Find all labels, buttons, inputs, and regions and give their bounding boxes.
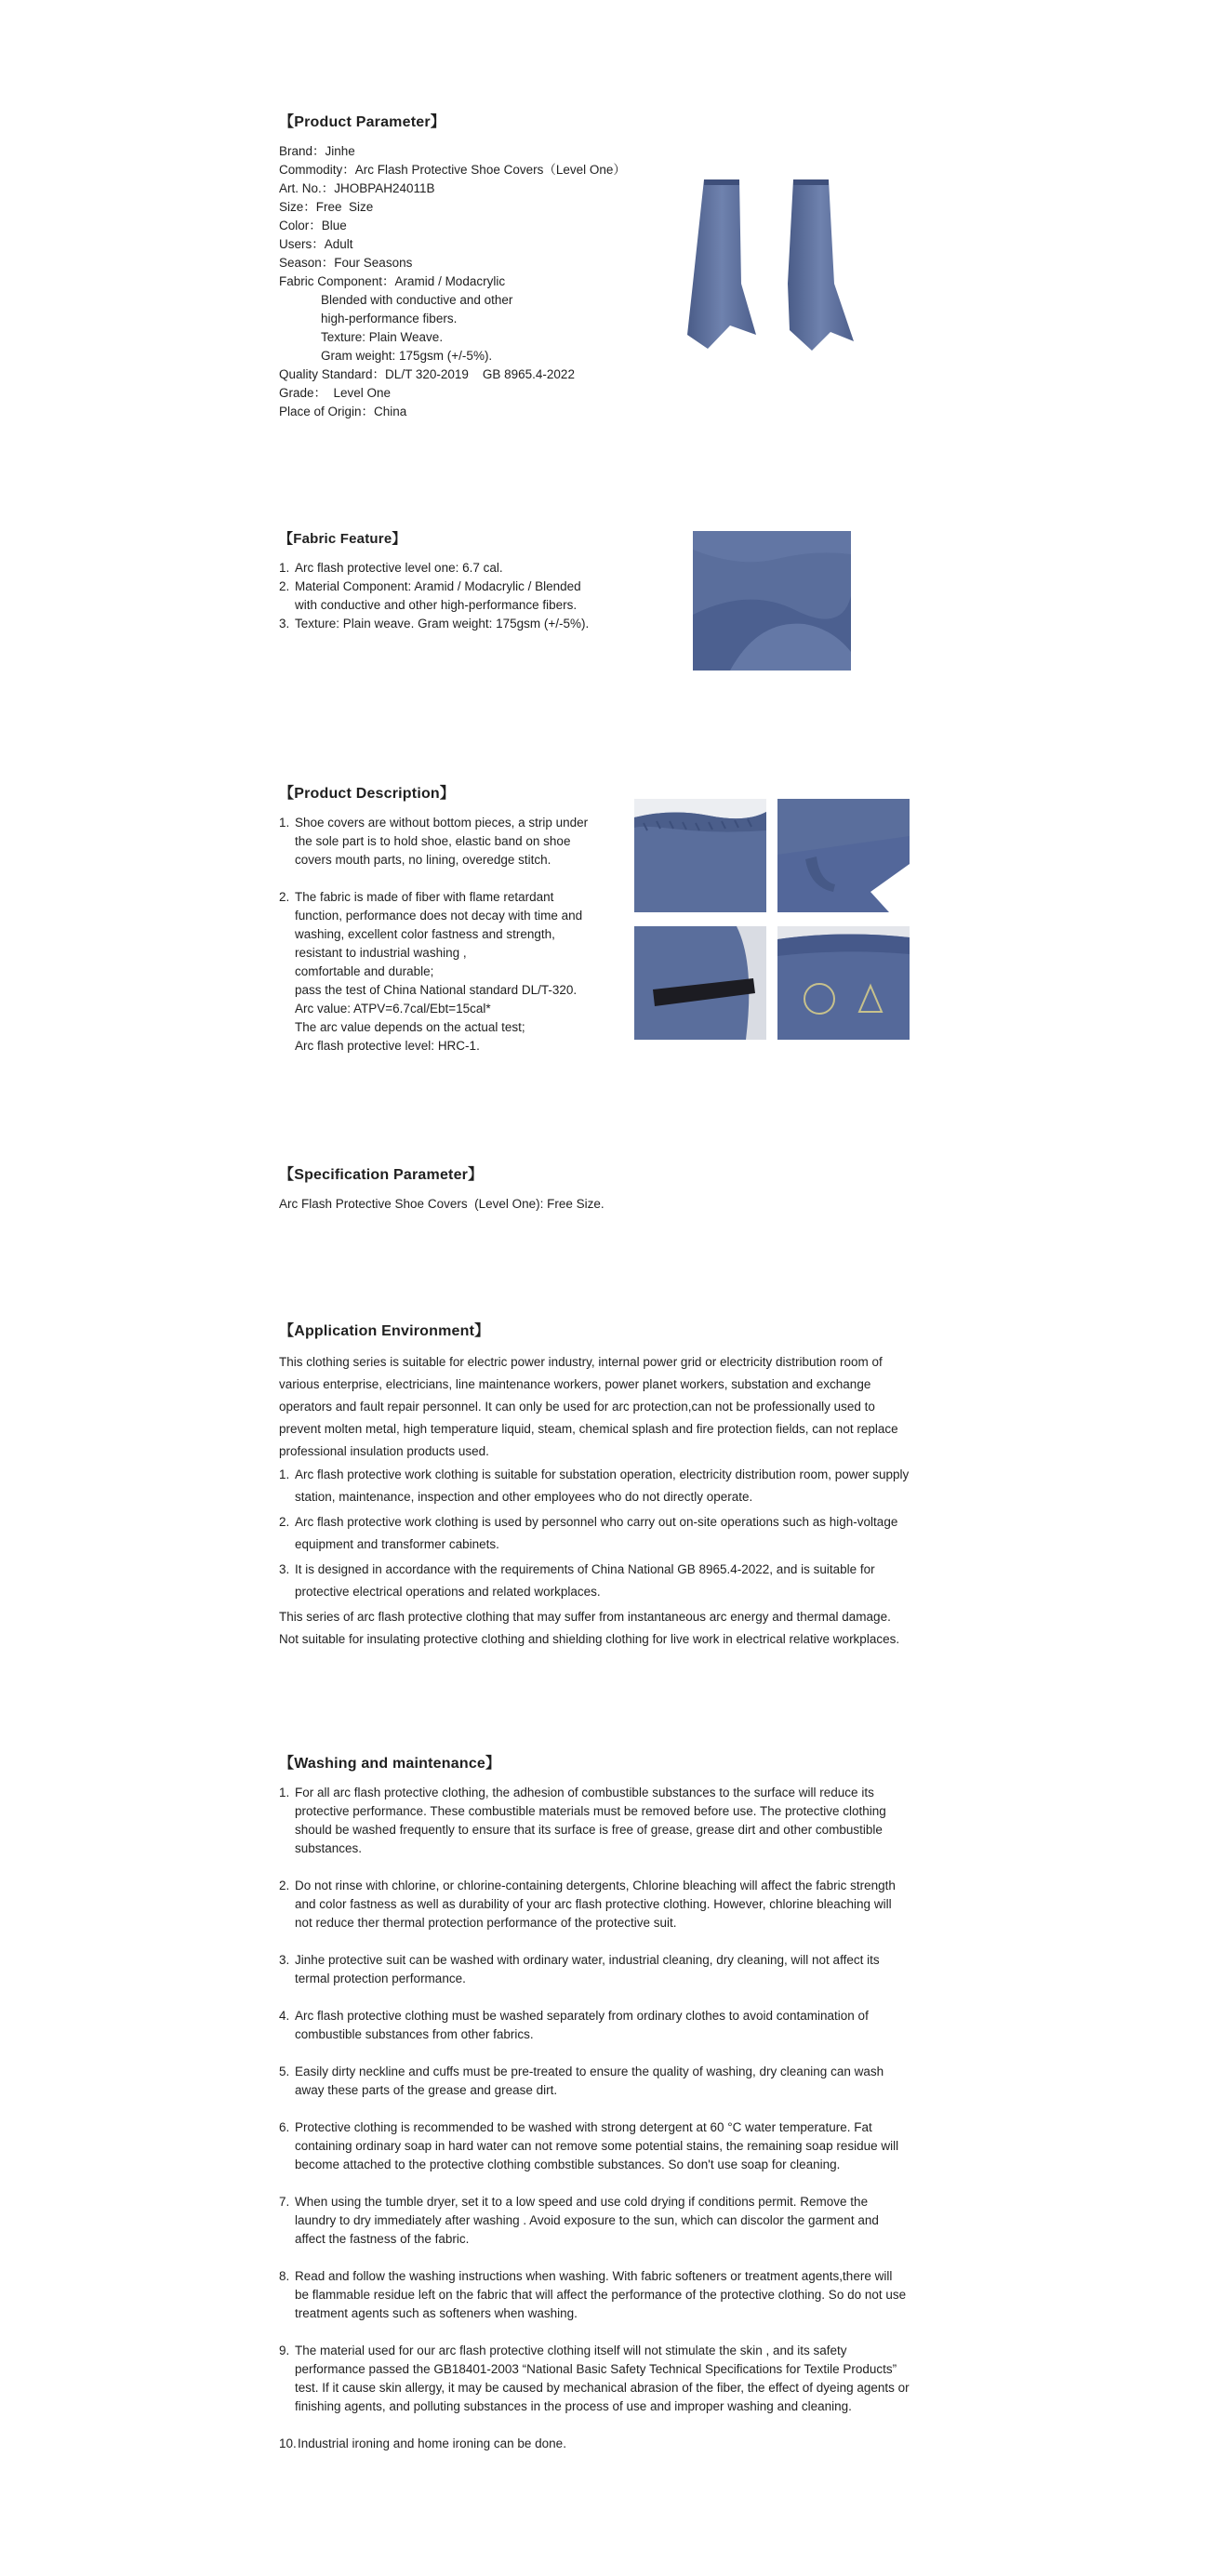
quality-standard-line: Quality Standard：DL/T 320-2019 GB 8965.4-2022 <box>279 367 575 381</box>
application-heading: 【Application Environment】 <box>279 1323 490 1339</box>
washing-heading: 【Washing and maintenance】 <box>279 1756 501 1772</box>
shoe-covers-product-image <box>674 172 874 358</box>
application-outro: This series of arc flash protective clothing that may suffer from instantaneous arc energy and thermal damage. Not suitable for insulating protective clothing and shielding clothing for live work in electrical relative workplaces. <box>279 1610 900 1646</box>
product-description-list <box>279 814 623 1056</box>
list-item: 7. When using the tumble dryer, set it to a low speed and use cold drying if conditions permit. Remove the laundry to dry immediately after washing . Avoid exposure to the sun, which can discolor the garment and affect the fastness of the fabric. <box>279 2195 879 2246</box>
place-of-origin-line: Place of Origin：China <box>279 405 407 418</box>
list-item: 1. Arc flash protective work clothing is suitable for substation operation, electricity distribution room, power supply station, maintenance, inspection and other employees who do not directly operate. <box>279 1467 910 1504</box>
users-line: Users：Adult <box>279 237 353 251</box>
detail-image-label-print <box>777 926 910 1040</box>
washing-section <box>279 1751 910 2472</box>
list-item: 3. It is designed in accordance with the requirements of China National GB 8965.4-2022, and is suitable for protective electrical operations and related workplaces. <box>279 1562 875 1599</box>
list-item: 1. Shoe covers are without bottom pieces, a strip under the sole part is to hold shoe, elastic band on shoe covers mouth parts, no lining, overedge stitch. <box>279 816 589 867</box>
list-item: 1. Arc flash protective level one: 6.7 cal. <box>279 561 503 575</box>
list-item: 2. Do not rinse with chlorine, or chlorine-containing detergents, Chlorine bleaching will affect the fabric strength and color fastness as well as durability of your arc flash protective clothing. However, chlorine bleaching will not reduce ther thermal protection performance of the protective suit. <box>279 1879 896 1930</box>
fabric-feature-list <box>279 559 651 633</box>
gram-weight-line: Gram weight: 175gsm (+/-5%). <box>321 349 493 363</box>
size-line: Size：Free Size <box>279 200 374 214</box>
application-intro: This clothing series is suitable for electric power industry, internal power grid or electricity distribution room of various enterprise, electricians, line maintenance workers, power planet workers, substation and exchange operators and fault repair personnel. It can only be used for arc protection,can not be professionally used to prevent molten metal, high temperature liquid, steam, chemical splash and fire protection fields, can not replace professional insulation products used. <box>279 1355 898 1458</box>
product-description-heading: 【Product Description】 <box>279 786 456 802</box>
list-item: 6. Protective clothing is recommended to be washed with strong detergent at 60 °C water temperature. Fat containing ordinary soap in hard water can not remove some potential stains, the remaining soap residue will become attached to the protective clothing combstible substances. So don't use soap for cleaning. <box>279 2120 899 2171</box>
list-item: 3. Jinhe protective suit can be washed with ordinary water, industrial cleaning, dry cleaning, will not affect its termal protection performance. <box>279 1953 880 1985</box>
list-item: 2. The fabric is made of fiber with flame retardant function, performance does not decay with time and washing, excellent color fastness and strength, resistant to industrial washing , comfortable and durable; pass the test of China National standard DL/T-320. Arc value: ATPV=6.7cal/Ebt=15cal* The arc value depends on the actual test; Arc flash protective level: HRC-1. <box>279 890 583 1053</box>
application-environment-section <box>279 1319 911 1651</box>
product-parameter-heading: 【Product Parameter】 <box>279 114 445 130</box>
fabric-component-detail: high-performance fibers. <box>321 312 458 325</box>
list-item: 3. Texture: Plain weave. Gram weight: 175gsm (+/-5%). <box>279 617 590 631</box>
fabric-component-line: Fabric Component：Aramid / Modacrylic <box>279 274 506 288</box>
product-parameter-section <box>279 110 670 421</box>
fabric-feature-heading: 【Fabric Feature】 <box>279 531 406 547</box>
specification-text: Arc Flash Protective Shoe Covers (Level One): Free Size. <box>279 1197 604 1211</box>
detail-image-sole-strip <box>777 799 910 912</box>
list-item: 5. Easily dirty neckline and cuffs must be pre-treated to ensure the quality of washing, dry cleaning can wash away these parts of the grease and grease dirt. <box>279 2065 884 2097</box>
list-item: 2. Material Component: Aramid / Modacrylic / Blended with conductive and other high-performance fibers. <box>279 579 581 612</box>
fabric-swatch-image <box>693 531 851 671</box>
brand-line: Brand：Jinhe <box>279 144 355 158</box>
product-description-section <box>279 781 623 1056</box>
art-no-line: Art. No.：JHOBPAH24011B <box>279 181 435 195</box>
washing-list <box>279 1784 910 2453</box>
specification-section <box>279 1162 930 1214</box>
product-parameter-list <box>279 142 670 421</box>
list-item: 2. Arc flash protective work clothing is used by personnel who carry out on-site operations such as high-voltage equipment and transformer cabinets. <box>279 1515 898 1551</box>
fabric-feature-section <box>279 528 651 633</box>
list-item: 10. Industrial ironing and home ironing can be done. <box>279 2437 566 2450</box>
color-line: Color：Blue <box>279 219 347 232</box>
detail-image-elastic-mouth <box>634 799 766 912</box>
application-list <box>279 1464 911 1603</box>
list-item: 9. The material used for our arc flash protective clothing itself will not stimulate the skin , and its safety performance passed the GB18401-2003 “National Basic Safety Technical Specifications for Textile Products” test. If it cause skin allergy, it may be caused by mechanical abrasion of the fiber, the effect of dyeing agents or finishing agents, and polluting substances in the process of use and improper washing and cleaning. <box>279 2344 910 2413</box>
specification-heading: 【Specification Parameter】 <box>279 1167 484 1183</box>
grade-line: Grade： Level One <box>279 386 392 400</box>
texture-line: Texture: Plain Weave. <box>321 330 444 344</box>
list-item: 4. Arc flash protective clothing must be washed separately from ordinary clothes to avoid contamination of combustible substances from other fabrics. <box>279 2009 869 2041</box>
detail-image-overedge-seam <box>634 926 766 1040</box>
season-line: Season：Four Seasons <box>279 256 413 270</box>
fabric-component-detail: Blended with conductive and other <box>321 293 513 307</box>
list-item: 1. For all arc flash protective clothing, the adhesion of combustible substances to the surface will reduce its protective performance. These combustible materials must be removed before use. The protective clothing should be washed frequently to ensure that its surface is free of grease, grease dirt and other combustible substances. <box>279 1786 886 1855</box>
list-item: 8. Read and follow the washing instructions when washing. With fabric softeners or treatment agents,there will be flammable residue left on the fabric that will affect the performance of the protective clothing. So do not use treatment agents such as softeners when washing. <box>279 2269 907 2320</box>
commodity-line: Commodity：Arc Flash Protective Shoe Covers（Level One） <box>279 163 626 177</box>
